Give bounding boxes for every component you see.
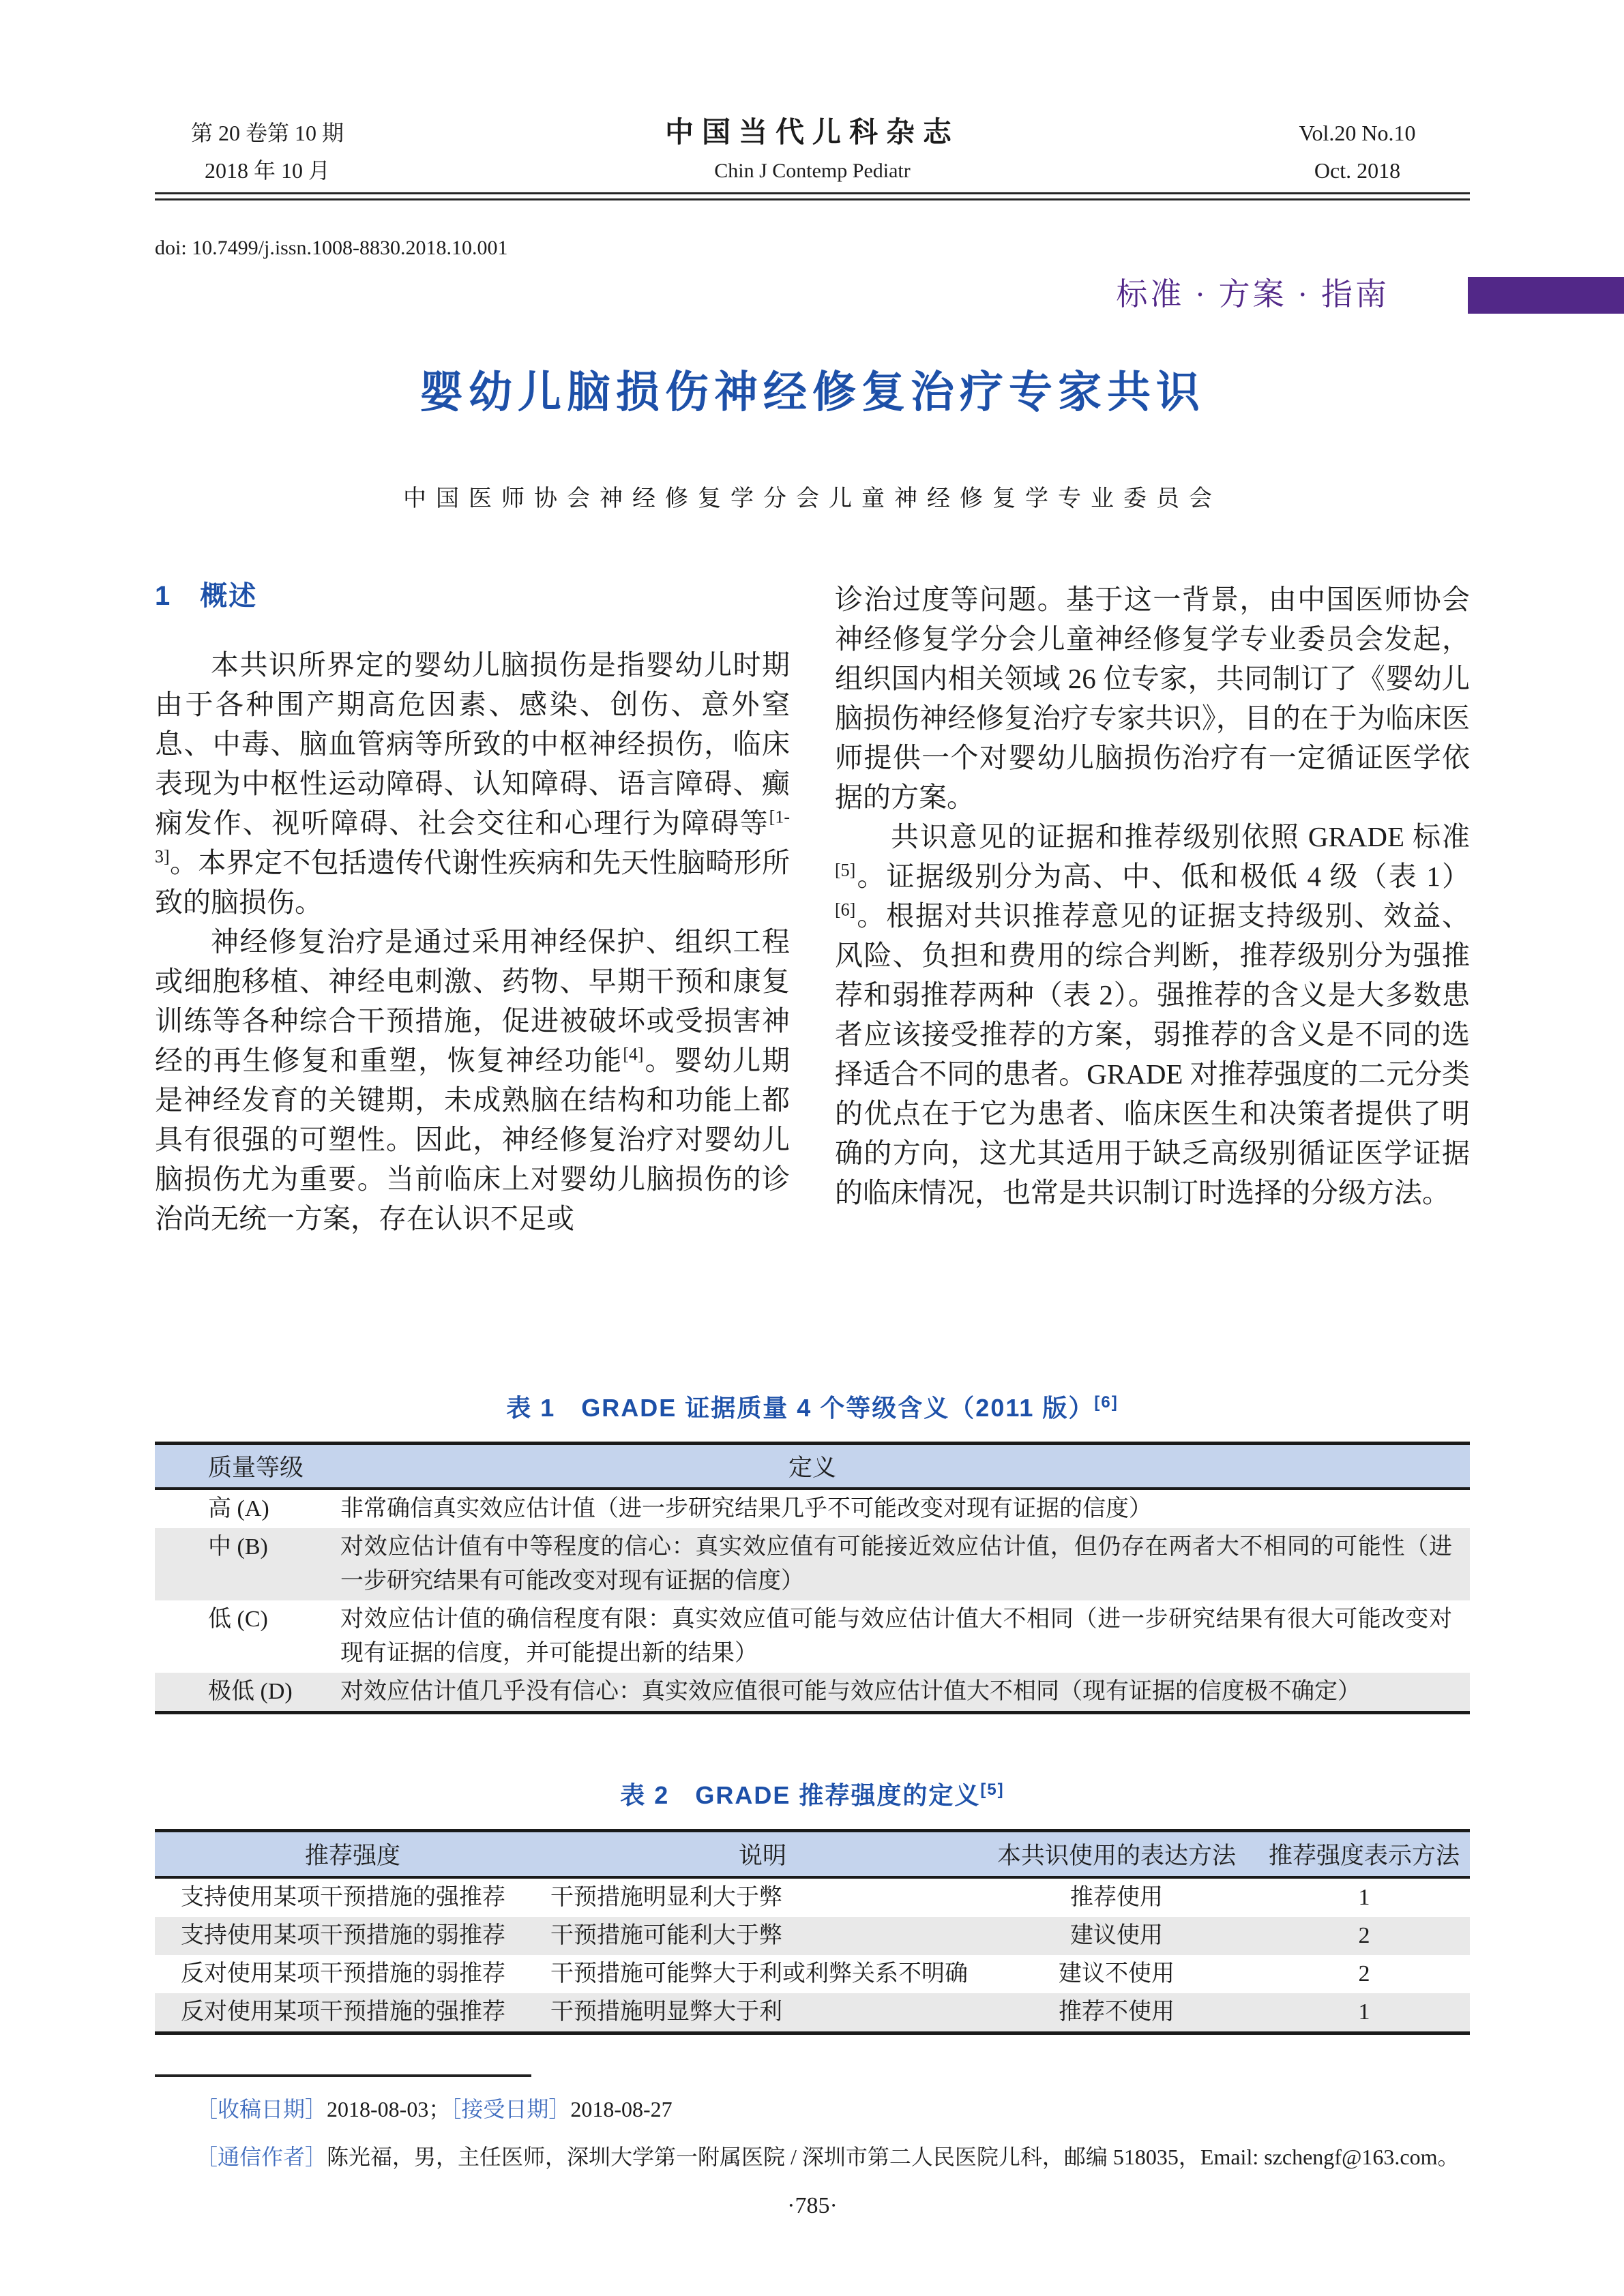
table-cell: 支持使用某项干预措施的弱推荐	[181, 1923, 505, 1948]
section-label-row	[155, 275, 1470, 314]
citation-ref: [6]	[1094, 1393, 1119, 1412]
table-cell: 对效应估计值几乎没有信心：真实效应值很可能与效应估计值大不相同（现有证据的信度极不确定）	[340, 1679, 1361, 1704]
section-label: 标准 · 方案 · 指南	[1116, 277, 1389, 312]
table-cell: 干预措施明显弊大于利	[550, 1999, 782, 2025]
table-cell: 极低 (D)	[208, 1679, 293, 1704]
table-row	[155, 1600, 1470, 1673]
table-cell: 干预措施明显利大于弊	[550, 1885, 782, 1910]
received-date-label: ［收稿日期］	[196, 2097, 327, 2121]
column-header: 本共识使用的表达方法	[996, 1843, 1236, 1869]
section-heading: 1 概述	[155, 581, 258, 611]
column-header: 推荐强度	[304, 1843, 400, 1869]
table-row	[155, 1673, 1470, 1711]
citation-ref: [5]	[980, 1780, 1005, 1799]
column-header: 推荐强度表示方法	[1268, 1843, 1460, 1869]
left-column	[155, 580, 790, 1335]
article-title: 婴幼儿脑损伤神经修复治疗专家共识	[419, 368, 1205, 417]
column-header: 质量等级	[208, 1455, 304, 1481]
received-date-value: 2018-08-03；	[327, 2097, 451, 2121]
right-column	[835, 580, 1470, 1335]
article-byline: 中国医师协会神经修复学分会儿童神经修复学专业委员会	[403, 486, 1222, 511]
running-head	[155, 115, 1470, 190]
journal-title-en: Chin J Contemp Pediatr	[714, 160, 911, 182]
table-row	[155, 1490, 1470, 1528]
table-cell: 推荐不使用	[1059, 1999, 1175, 2025]
corresponding-author-label: ［通信作者］	[196, 2145, 327, 2169]
table-cell: 反对使用某项干预措施的强推荐	[181, 1999, 505, 2025]
paragraph: 本共识所界定的婴幼儿脑损伤是指婴幼儿时期由于各种围产期高危因素、感染、创伤、意外窒息、中毒、脑血管病等所致的中枢神经损伤，临床表现为中枢性运动障碍、认知障碍、语言障碍、癫痫发作、视听障碍、社会交往和心理行为障碍等[1-3]。本界定不包括遗传代谢性疾病和先天性脑畸形所致的脑损伤。	[155, 649, 790, 918]
column-header: 定义	[788, 1455, 836, 1481]
table2-caption	[155, 1780, 1470, 1811]
table-cell: 2	[1358, 1923, 1370, 1948]
table-cell: 1	[1358, 1999, 1370, 2025]
table-cell: 2	[1358, 1961, 1370, 1986]
table-cell: 干预措施可能弊大于利或利弊关系不明确	[550, 1961, 968, 1986]
table1	[155, 1442, 1470, 1714]
table1-header-row	[155, 1445, 1470, 1490]
volume-number-en: Vol.20 No.10	[1299, 121, 1416, 145]
citation-ref: [4]	[623, 1044, 644, 1064]
table-row	[155, 1955, 1470, 1993]
table1-caption-text: 表 1 GRADE 证据质量 4 个等级含义（2011 版）	[506, 1394, 1095, 1422]
table2	[155, 1829, 1470, 2035]
footnote-corresponding-author	[155, 2141, 1470, 2173]
table-row	[155, 1917, 1470, 1955]
page-number: ·785·	[787, 2193, 838, 2218]
table-cell: 非常确信真实效应估计值（进一步研究结果几乎不可能改变对现有证据的信度）	[340, 1496, 1152, 1521]
table-cell: 干预措施可能利大于弊	[550, 1923, 782, 1948]
issue-date-cn: 2018 年 10 月	[204, 158, 330, 183]
table-row	[155, 1879, 1470, 1917]
paragraph: 神经修复治疗是通过采用神经保护、组织工程或细胞移植、神经电刺激、药物、早期干预和康复训练等各种综合干预措施，促进被破坏或受损害神经的再生修复和重塑，恢复神经功能[4]。婴幼儿期是神经发育的关键期，未成熟脑在结构和功能上都具有很强的可塑性。因此，神经修复治疗对婴幼儿脑损伤尤为重要。当前临床上对婴幼儿脑损伤的诊治尚无统一方案，存在认识不足或	[155, 926, 791, 1234]
accepted-date-label: ［接受日期］	[450, 2097, 571, 2121]
table-row	[155, 1528, 1470, 1600]
doi-line: doi: 10.7499/j.issn.1008-8830.2018.10.001	[155, 237, 508, 259]
table-cell: 对效应估计值的确信程度有限：真实效应值可能与效应估计值大不相同（进一步研究结果有很大可能改变对现有证据的信度，并可能提出新的结果）	[340, 1607, 1452, 1666]
table1-caption	[155, 1392, 1470, 1424]
paragraph: 共识意见的证据和推荐级别依照 GRADE 标准[5]。证据级别分为高、中、低和极低 4 级（表 1）[6]。根据对共识推荐意见的证据支持级别、效益、风险、负担和费用的综合判断，推荐级别分为强推荐和弱推荐两种（表 2）。强推荐的含义是大多数患者应该接受推荐的方案，弱推荐的含义是不同的选择适合不同的患者。GRADE 对推荐强度的二元分类的优点在于它为患者、临床医生和决策者提供了明确的方向，这尤其适用于缺乏高级别循证医学证据的临床情况，也常是共识制订时选择的分级方法。	[835, 821, 1470, 1208]
table-cell: 1	[1358, 1885, 1370, 1910]
citation-ref: [5]	[835, 860, 856, 880]
citation-ref: [1-3]	[155, 807, 790, 867]
running-head-left	[155, 115, 380, 190]
footnote-divider	[155, 2074, 531, 2077]
table-cell: 建议使用	[1070, 1923, 1163, 1948]
accepted-date-value: 2018-08-27	[570, 2097, 673, 2121]
running-head-right	[1245, 115, 1470, 190]
table2-body	[155, 1879, 1470, 2031]
column-header: 说明	[738, 1843, 786, 1869]
citation-ref: [6]	[835, 899, 856, 920]
table2-header-row	[155, 1832, 1470, 1879]
issue-date-en: Oct. 2018	[1314, 158, 1401, 183]
table-row	[155, 1993, 1470, 2031]
header-divider	[155, 192, 1470, 200]
corresponding-author-value: 陈光福，男，主任医师，深圳大学第一附属医院 / 深圳市第二人民医院儿科，邮编 518035，Email: szchengf@163.com。	[327, 2145, 1460, 2169]
table-cell: 低 (C)	[208, 1607, 268, 1632]
table-cell: 中 (B)	[208, 1534, 268, 1560]
running-head-center	[380, 115, 1245, 190]
table1-body	[155, 1490, 1470, 1711]
table-cell: 建议不使用	[1059, 1961, 1175, 1986]
table-cell: 高 (A)	[208, 1496, 269, 1521]
footnote-dates	[155, 2093, 1470, 2125]
paragraph: 诊治过度等问题。基于这一背景，由中国医师协会神经修复学分会儿童神经修复学专业委员会发起，组织国内相关领域 26 位专家，共同制订了《婴幼儿脑损伤神经修复治疗专家共识》，目的在于为临床医师提供一个对婴幼儿脑损伤治疗有一定循证医学依据的方案。	[835, 584, 1470, 813]
body-columns	[155, 580, 1470, 1335]
table-cell: 对效应估计值有中等程度的信心：真实效应值有可能接近效应估计值，但仍存在两者大不相同的可能性（进一步研究结果有可能改变对现有证据的信度）	[340, 1534, 1452, 1594]
journal-title-cn: 中国当代儿科杂志	[664, 117, 960, 149]
table-cell: 推荐使用	[1070, 1885, 1163, 1910]
page-content	[155, 0, 1470, 2222]
table-cell: 反对使用某项干预措施的弱推荐	[181, 1961, 505, 1986]
table2-caption-text: 表 2 GRADE 推荐强度的定义	[620, 1781, 981, 1809]
section-color-bar	[1468, 277, 1624, 314]
table-cell: 支持使用某项干预措施的强推荐	[181, 1885, 505, 1910]
issue-number: 第 20 卷第 10 期	[190, 121, 344, 145]
